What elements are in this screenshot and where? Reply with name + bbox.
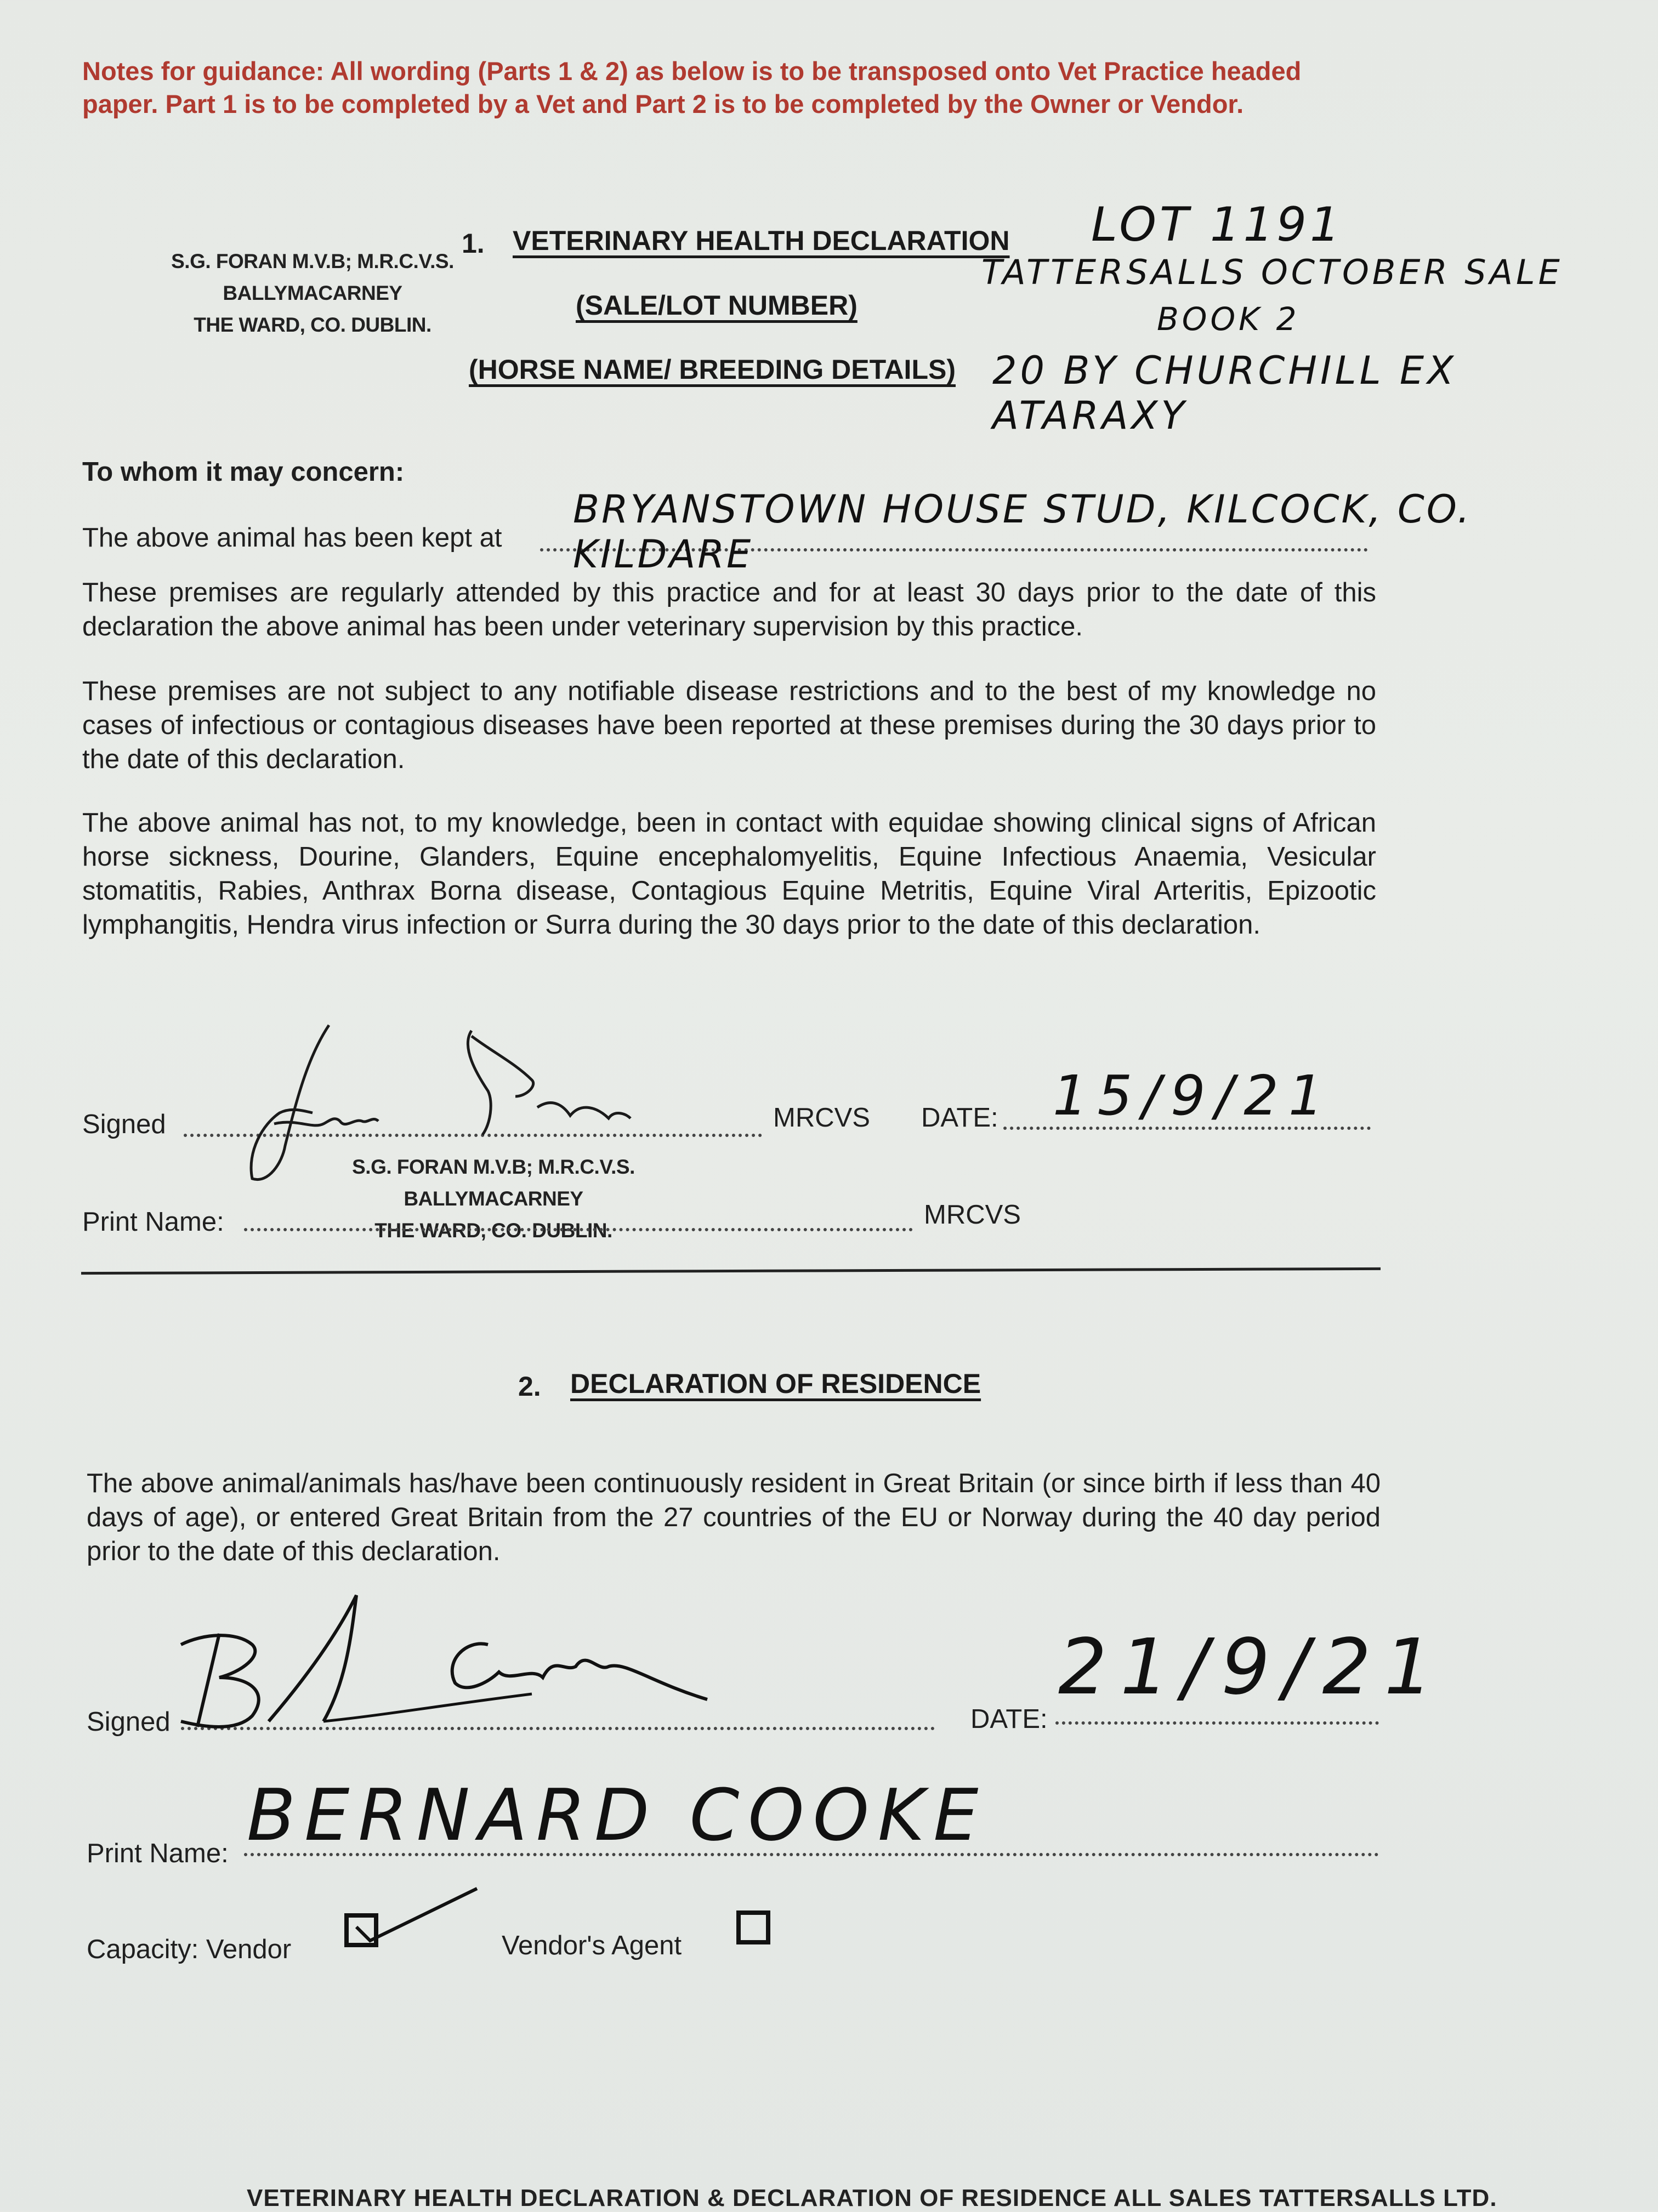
stamp-line: S.G. FORAN M.V.B; M.R.C.V.S.	[171, 250, 454, 272]
handwritten-sale-name: TATTERSALLS OCTOBER SALE	[981, 252, 1563, 292]
date-label: DATE:	[921, 1103, 998, 1133]
section2-number: 2.	[518, 1371, 541, 1402]
stamp-line: BALLYMACARNEY	[404, 1187, 583, 1210]
capacity-vendor-label: Capacity: Vendor	[87, 1935, 292, 1964]
stamp-line: THE WARD, CO. DUBLIN.	[194, 314, 431, 336]
section-divider	[81, 1267, 1381, 1275]
owner-date-line	[1055, 1721, 1379, 1725]
checkmark-icon	[351, 1883, 482, 1960]
section2-title: DECLARATION OF RESIDENCE	[570, 1368, 981, 1399]
signed-label: Signed	[82, 1110, 166, 1139]
vet-print-name-line	[244, 1228, 913, 1231]
mrcvs-label-2: MRCVS	[924, 1200, 1021, 1230]
vet-stamp-top	[148, 246, 477, 341]
horse-details-label: (HORSE NAME/ BREEDING DETAILS)	[469, 354, 956, 385]
vendors-agent-checkbox[interactable]	[736, 1910, 770, 1944]
owner-date-label: DATE:	[970, 1704, 1048, 1734]
attendance-paragraph: These premises are regularly attended by this practice and for at least 30 days prior to the date of this declaration the above animal has been under veterinary supervision by this practice.	[82, 578, 1376, 641]
handwritten-premises: BRYANSTOWN HOUSE STUD, KILCOCK, CO. KILDARE	[573, 487, 1472, 577]
section1-title: VETERINARY HEALTH DECLARATION	[513, 225, 1010, 256]
residence-paragraph: The above animal/animals has/have been continuously resident in Great Britain (or since birth if less than 40 days of age), or entered Great Britain from the 27 countries of the EU or Norway during the 40 day period prior to the date of this declaration.	[87, 1469, 1381, 1566]
owner-signature	[159, 1584, 762, 1749]
stamp-line: BALLYMACARNEY	[223, 282, 402, 304]
handwritten-horse-details: 20 BY CHURCHILL EX ATARAXY	[992, 348, 1457, 438]
to-whom-heading: To whom it may concern:	[82, 457, 405, 487]
mrcvs-label: MRCVS	[773, 1103, 870, 1133]
vet-stamp-signature	[329, 1151, 658, 1247]
handwritten-owner-date: 21/9/21	[1058, 1623, 1446, 1712]
stamp-line: S.G. FORAN M.V.B; M.R.C.V.S.	[352, 1156, 635, 1178]
handwritten-lot-number: LOT 1191	[1091, 197, 1343, 252]
stamp-line: THE WARD, CO. DUBLIN.	[374, 1219, 612, 1242]
handwritten-book: BOOK 2	[1157, 300, 1300, 338]
guidance-notes: Notes for guidance: All wording (Parts 1 & 2) as below is to be transposed onto Vet Practice headed paper. Part 1 is to be completed by a Vet and Part 2 is to be completed by the Owner or Vendor.	[82, 56, 1302, 118]
section1-number: 1.	[462, 228, 485, 259]
disease-restrictions-paragraph: These premises are not subject to any notifiable disease restrictions and to the best of my knowledge no cases of infectious or contagious diseases have been reported at these premises during the 30 days prior to the date of this declaration.	[82, 676, 1376, 774]
owner-signed-label: Signed	[87, 1707, 171, 1737]
vendors-agent-label: Vendor's Agent	[502, 1931, 682, 1960]
print-name-label: Print Name:	[82, 1207, 224, 1237]
clinical-signs-paragraph: The above animal has not, to my knowledge, been in contact with equidae showing clinical signs of African horse sickness, Dourine, Glanders, Equine encephalomyelitis, Equine Infectious Anaemia, Vesicular stomatitis, Rabies, Anthrax Borna disease, Contagious Equine Metritis, Equine Viral Arteritis, Epizootic lymphangitis, Hendra virus infection or Surra during the 30 days prior to the date of this declaration.	[82, 808, 1376, 940]
owner-print-name-label: Print Name:	[87, 1839, 229, 1868]
handwritten-owner-name: BERNARD COOKE	[247, 1773, 987, 1857]
page-footer: VETERINARY HEALTH DECLARATION & DECLARATION OF RESIDENCE ALL SALES TATTERSALLS LTD.	[247, 2185, 1497, 2211]
sale-lot-label: (SALE/LOT NUMBER)	[576, 290, 858, 321]
handwritten-vet-date: 15/9/21	[1053, 1064, 1333, 1128]
kept-at-label: The above animal has been kept at	[82, 523, 502, 553]
